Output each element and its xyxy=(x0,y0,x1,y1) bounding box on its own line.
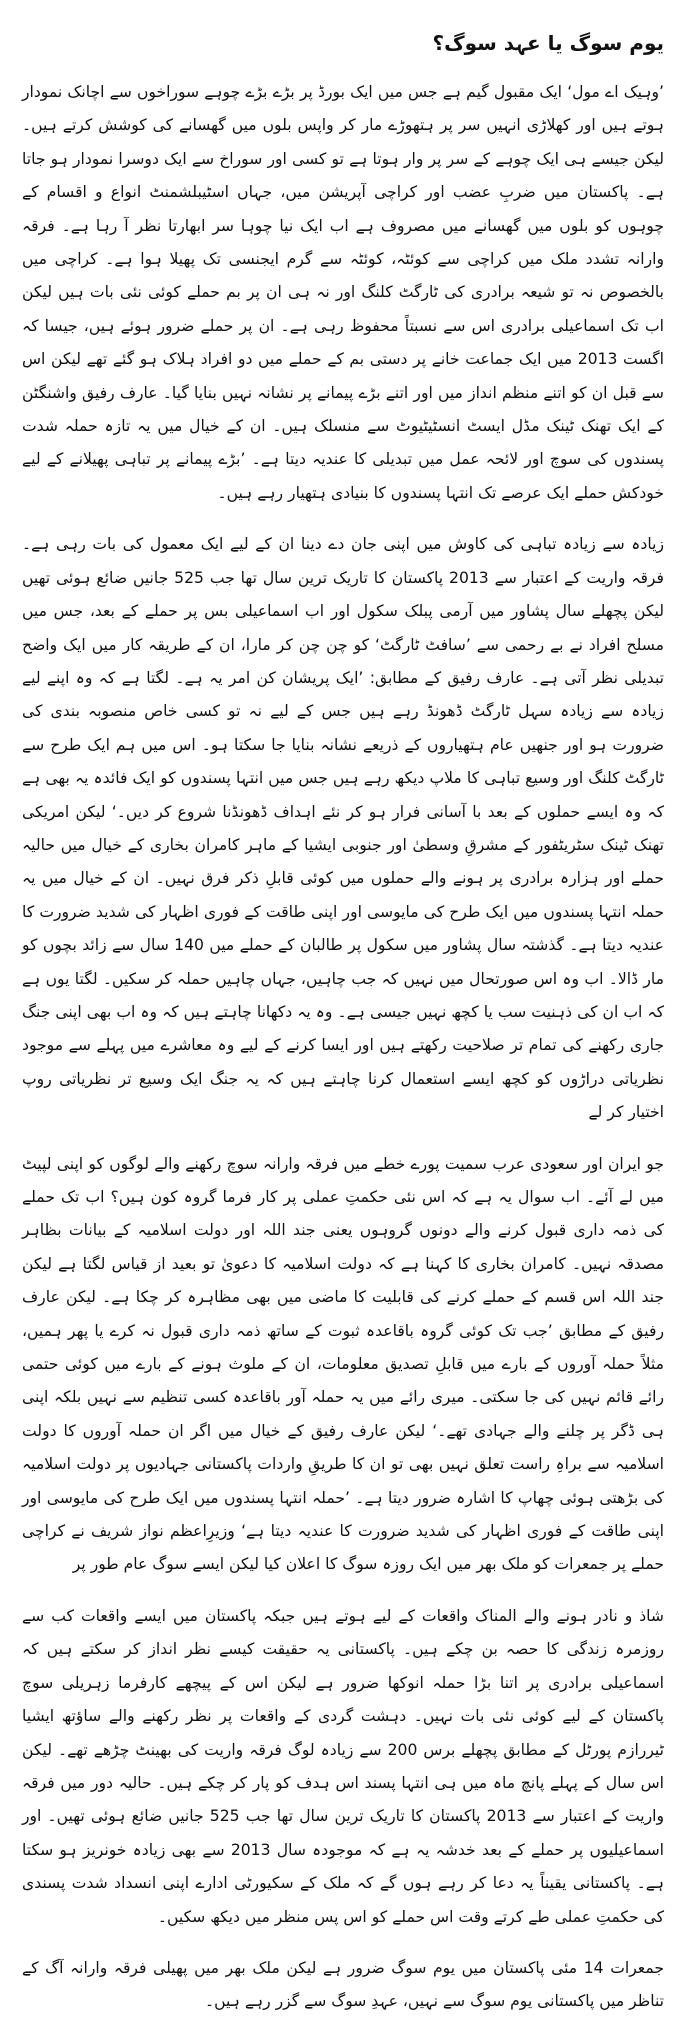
article-paragraph-4: شاذ و نادر ہونے والے المناک واقعات کے لیے ہوتے ہیں جبکہ پاکستان میں ایسے واقعات کب سے روزمرہ زندگی کا حصہ بن چکے ہیں۔ پاکستانی یہ حقیقت کیسے نظر انداز کر سکتے ہیں کہ اسماعیلی برادری پر اتنا بڑا حملہ انوکھا ضرور ہے لیکن اس کے پیچھے کارفرما زہریلی سوچ پاکستان کے لیے کوئی نئی بات نہیں۔ دہشت گردی کے واقعات پر نظر رکھنے والے ساؤتھ ایشیا ٹیررازم پورٹل کے مطابق پچھلے برس 200 سے زیادہ لوگ فرقہ واریت کی بھینٹ چڑھے تھے۔ لیکن اس سال کے پہلے پانچ ماہ میں ہی انتہا پسند اس ہدف کو پار کر چکے ہیں۔ حالیہ دور میں فرقہ واریت کے اعتبار سے 2013 پاکستان کا تاریک ترین سال تھا جب 525 جانیں ضائع ہوئی تھیں۔ اور اسماعیلیوں پر حملے کے بعد خدشہ یہ ہے کہ موجودہ سال 2013 سے بھی زیادہ خونریز ہو سکتا ہے۔ پاکستانی یقیناً یہ دعا کر رہے ہوں گے کہ ملک کے سکیورٹی ادارے اپنی انسداد شدت پسندی کی حکمتِ عملی طے کرتے وقت اس حملے کو اس پس منظر میں دیکھ سکیں۔ xyxy=(22,1606,664,1926)
article-paragraph-1: ’وہیک اے مول‘ ایک مقبول گیم ہے جس میں ایک بورڈ پر بڑے بڑے چوہے سوراخوں سے اچانک نمودار ہوتے ہیں اور کھلاڑی انہیں سر پر ہتھوڑے مار کر واپس بلوں میں گھسانے کی کوشش کرتے ہیں۔ لیکن جیسے ہی ایک چوہے کے سر پر وار ہوتا ہے تو کسی اور سوراخ سے ایک دوسرا نمودار ہو جاتا ہے۔ پاکستان میں ضربِ عضب اور کراچی آپریشن میں، جہاں اسٹیبلشمنٹ انواع و اقسام کے چوہوں کو بلوں میں گھسانے میں مصروف ہے اب ایک نیا چوہا سر ابھارتا نظر آ رہا ہے۔ فرقہ وارانہ تشدد ملک میں کراچی سے کوئٹہ، کوئٹہ سے گرم ایجنسی تک پھیلا ہوا ہے۔ کراچی میں بالخصوص نہ تو شیعہ برادری کی ٹارگٹ کلنگ اور نہ ہی ان پر بم حملے کوئی نئی بات ہیں لیکن اب تک اسماعیلی برادری اس سے نسبتاً محفوظ رہی ہے۔ ان پر حملے ضرور ہوئے ہیں، جیسا کہ اگست 2013 میں ایک جماعت خانے پر دستی بم کے حملے میں دو افراد ہلاک ہو گئے تھے لیکن اس سے قبل ان کو اتنے منظم انداز میں اور اتنے بڑے پیمانے پر نشانہ نہیں بنایا گیا۔ عارف رفیق واشنگٹن کے ایک تھنک ٹینک مڈل ایسٹ انسٹیٹیوٹ سے منسلک ہیں۔ ان کے خیال میں یہ تازہ حملہ شدت پسندوں کی سوچ اور لائحہ عمل میں تبدیلی کا عندیہ دیتا ہے۔ ’بڑے پیمانے پر تباہی پھیلانے کے لیے خودکش حملے ایک عرصے تک انتہا پسندوں کا بنیادی ہتھیار رہے ہیں۔ xyxy=(22,83,664,502)
article-title: یوم سوگ یا عہد سوگ؟ xyxy=(432,31,664,55)
article-paragraph-5: جمعرات 14 مئی پاکستان میں یوم سوگ ضرور ہے لیکن ملک بھر میں پھیلی فرقہ وارانہ آگ کے تناظر میں پاکستانی یوم سوگ سے نہیں، عہدِ سوگ سے گزر رہے ہیں۔ xyxy=(22,1958,664,2011)
article-paragraph-3: جو ایران اور سعودی عرب سمیت پورے خطے میں فرقہ وارانہ سوچ رکھنے والے لوگوں کو اپنی لپیٹ میں لے آئے۔ اب سوال یہ ہے کہ اس نئی حکمتِ عملی پر کار فرما گروہ کون ہیں؟ اب تک حملے کی ذمہ داری قبول کرنے والے دونوں گروہوں یعنی جند اللہ اور دولت اسلامیہ کے بیانات بظاہر مصدقہ نہیں۔ کامران بخاری کا کہنا ہے کہ دولت اسلامیہ کا دعویٰ تو بعید از قیاس لگتا ہے لیکن جند اللہ اس قسم کے حملے کرنے کی قابلیت کا ماضی میں بھی مظاہرہ کر چکا ہے۔ لیکن عارف رفیق کے مطابق ’جب تک کوئی گروہ باقاعدہ ثبوت کے ساتھ ذمہ داری قبول نہ کرے یا پھر ہمیں، مثلاً حملہ آوروں کے بارے میں قابلِ تصدیق معلومات، ان کے ملوث ہونے کے بارے میں کوئی حتمی رائے قائم نہیں کی جا سکتی۔ میری رائے میں یہ حملہ آور باقاعدہ کسی تنظیم سے نہیں بلکہ اپنی ہی ڈگر پر چلنے والے جہادی تھے۔‘ لیکن عارف رفیق کے خیال میں اگر ان حملہ آوروں کا دولت اسلامیہ سے براہِ راست تعلق نہیں بھی تو ان کا طریقِ واردات پاکستانی جہادیوں پر دولت اسلامیہ کی بڑھتی ہوئی چھاپ کا اشارہ ضرور دیتا ہے۔ ’حملہ انتہا پسندوں میں ایک طرح کی مایوسی اور اپنی طاقت کے فوری اظہار کی شدید ضرورت کا عندیہ دیتا ہے‘ وزیرِاعظم نواز شریف نے کراچی حملے پر جمعرات کو ملک بھر میں ایک روزہ سوگ کا اعلان کیا لیکن ایسے سوگ عام طور پر xyxy=(22,1154,664,1574)
article-paragraph-2: زیادہ سے زیادہ تباہی کی کاوش میں اپنی جان دے دینا ان کے لیے ایک معمول کی بات رہی ہے۔ فرقہ واریت کے اعتبار سے 2013 پاکستان کا تاریک ترین سال تھا جب 525 جانیں ضائع ہوئی تھیں لیکن پچھلے سال پشاور میں آرمی پبلک سکول اور اب اسماعیلی بس پر حملے کے بعد، جس میں مسلح افراد نے بے رحمی سے ’سافٹ ٹارگٹ‘ کو چن چن کر مارا، ان کے طریقہ کار میں ایک واضح تبدیلی نظر آتی ہے۔ عارف رفیق کے مطابق: ’ایک پریشان کن امر یہ ہے۔ لگتا ہے کہ وہ اپنے لیے زیادہ سے زیادہ سہل ٹارگٹ ڈھونڈ رہے ہیں جس کے لیے نہ تو کسی خاص منصوبہ بندی کی ضرورت ہو اور جنھیں عام ہتھیاروں کے ذریعے نشانہ بنایا جا سکتا ہو۔ اس میں ہم ایک طرح سے ٹارگٹ کلنگ اور وسیع تباہی کا ملاپ دیکھ رہے ہیں جس میں انتہا پسندوں کو ایک فائدہ یہ بھی ہے کہ وہ ایسے حملوں کے بعد با آسانی فرار ہو کر نئے اہداف ڈھونڈنا شروع کر دیں۔‘ لیکن امریکی تھنک ٹینک سٹریٹفور کے مشرقِ وسطیٰ اور جنوبی ایشیا کے ماہر کامران بخاری کے خیال میں حالیہ حملے اور ہزارہ برادری پر ہونے والے حملوں میں کوئی قابلِ ذکر فرق نہیں۔ ان کے خیال میں یہ حملہ انتہا پسندوں میں ایک طرح کی مایوسی اور اپنی طاقت کے فوری اظہار کی شدید ضرورت کا عندیہ دیتا ہے۔ گذشتہ سال پشاور میں سکول پر طالبان کے حملے میں 140 سال سے زائد بچوں کو مار ڈالا۔ اب وہ اس صورتحال میں نہیں کہ جب چاہیں، جہاں چاہیں حملہ کر سکیں۔ لگتا یوں ہے کہ اب ان کی ذہنیت سب یا کچھ نہیں جیسی ہے۔ وہ یہ دکھانا چاہتے ہیں کہ وہ اب بھی اپنی جنگ جاری رکھنے کی تمام تر صلاحیت رکھتے ہیں اور ایسا کرنے کے لیے وہ معاشرے میں پہلے سے موجود نظریاتی دراڑوں کو کچھ ایسے استعمال کرنا چاہتے ہیں کہ یہ جنگ ایک وسیع تر نظریاتی روپ اختیار کر لے xyxy=(22,535,664,1122)
